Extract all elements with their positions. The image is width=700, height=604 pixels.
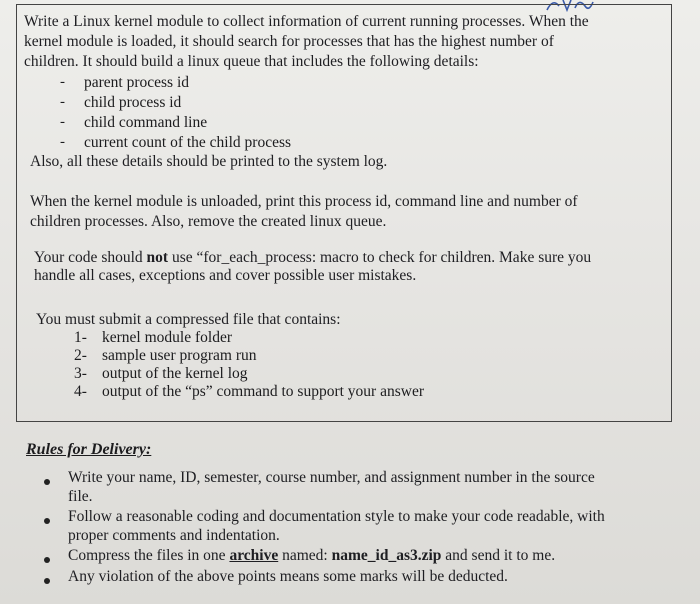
detail-item: child process id xyxy=(84,94,182,111)
code-line-1: Your code should not use “for_each_process: macro to check for children. Make sure you xyxy=(34,249,592,266)
detail-dash: - xyxy=(60,74,65,90)
rule-1-line-2: file. xyxy=(68,488,93,505)
detail-dash: - xyxy=(60,134,65,150)
bullet-dot xyxy=(44,479,50,485)
bullet-dot xyxy=(44,557,50,563)
submit-item: kernel module folder xyxy=(102,329,232,346)
intro-line-2: kernel module is loaded, it should search for processes that has the highest number of xyxy=(24,33,554,50)
detail-item: parent process id xyxy=(84,74,190,91)
code-line-2: handle all cases, exceptions and cover possible user mistakes. xyxy=(34,267,417,284)
rule-4: Any violation of the above points means some marks will be deducted. xyxy=(68,568,508,585)
zip-filename: name_id_as3.zip xyxy=(331,547,442,564)
submit-num: 4- xyxy=(74,383,87,400)
rules-title: Rules for Delivery: xyxy=(26,441,152,458)
unload-line-2: children processes. Also, remove the created linux queue. xyxy=(30,213,387,230)
submit-item: output of the “ps” command to support your answer xyxy=(102,383,424,400)
submit-intro: You must submit a compressed file that contains: xyxy=(36,311,341,328)
detail-dash: - xyxy=(60,94,65,110)
archive-word: archive xyxy=(229,547,279,564)
detail-item: child command line xyxy=(84,114,208,131)
submit-num: 3- xyxy=(74,365,87,382)
unload-line-1: When the kernel module is unloaded, print this process id, command line and number of xyxy=(30,193,578,210)
submit-num: 1- xyxy=(74,329,87,346)
submit-item: sample user program run xyxy=(102,347,257,364)
submit-item: output of the kernel log xyxy=(102,365,248,382)
rule-3: Compress the files in one archive named: name_id_as3.zip and send it to me. xyxy=(68,547,556,564)
bullet-dot xyxy=(44,518,50,524)
submit-num: 2- xyxy=(74,347,87,364)
rule-1-line-1: Write your name, ID, semester, course number, and assignment number in the source xyxy=(68,469,595,486)
detail-dash: - xyxy=(60,114,65,130)
rule-2-line-2: proper comments and indentation. xyxy=(68,527,280,544)
also-line: Also, all these details should be printed to the system log. xyxy=(30,153,388,170)
intro-line-1: Write a Linux kernel module to collect information of current running processes. When the xyxy=(24,13,589,30)
emphasis-not: not xyxy=(146,249,169,266)
detail-item: current count of the child process xyxy=(84,134,292,151)
rule-2-line-1: Follow a reasonable coding and documentation style to make your code readable, with xyxy=(68,508,605,525)
bullet-dot xyxy=(44,578,50,584)
intro-line-3: children. It should build a linux queue that includes the following details: xyxy=(24,53,479,70)
